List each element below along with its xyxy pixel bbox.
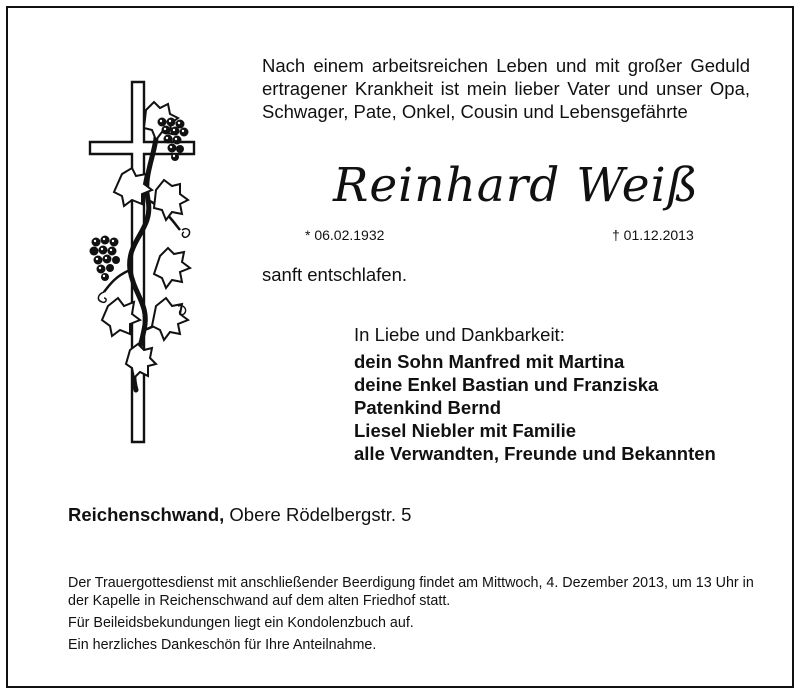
cross-with-grapevine-icon xyxy=(86,80,198,448)
passed-away-text: sanft entschlafen. xyxy=(262,264,408,285)
thanks-note: Ein herzliches Dankeschön für Ihre Anteilnahme. xyxy=(68,637,377,653)
address-street: Obere Rödelbergstr. 5 xyxy=(229,504,412,525)
service-note: Der Trauergottesdienst mit anschließender Beerdigung findet am Mittwoch, 4. Dezember 2013, um 13 Uhr in der Kapelle in Reichenschwand auf dem alten Friedhof statt. xyxy=(68,575,754,609)
mourner-line: deine Enkel Bastian und Franziska xyxy=(354,374,659,395)
address-town: Reichenschwand, xyxy=(68,504,225,525)
condolence-book-note: Für Beileidsbekundungen liegt ein Kondolenzbuch auf. xyxy=(68,615,414,631)
intro-text: Nach einem arbeitsreichen Leben und mit großer Geduld ertragener Krankheit ist mein lieber Vater und unser Opa, Schwager, Pate, Onkel, Cousin und Lebensgefährte xyxy=(262,55,750,122)
mourners-block xyxy=(354,323,774,465)
death-date: † 01.12.2013 xyxy=(612,227,694,243)
mourner-line: Patenkind Bernd xyxy=(354,397,501,418)
mourners-lead: In Liebe und Dankbarkeit: xyxy=(354,324,565,345)
notice-frame xyxy=(6,6,794,688)
birth-date: * 06.02.1932 xyxy=(305,227,385,243)
mourner-line: dein Sohn Manfred mit Martina xyxy=(354,351,625,372)
funeral-notes xyxy=(68,574,758,658)
deceased-name: Reinhard Weiß xyxy=(332,158,699,213)
mourner-line: Liesel Niebler mit Familie xyxy=(354,420,577,441)
mourner-line: alle Verwandten, Freunde und Bekannten xyxy=(354,443,716,464)
address-line xyxy=(68,504,411,526)
